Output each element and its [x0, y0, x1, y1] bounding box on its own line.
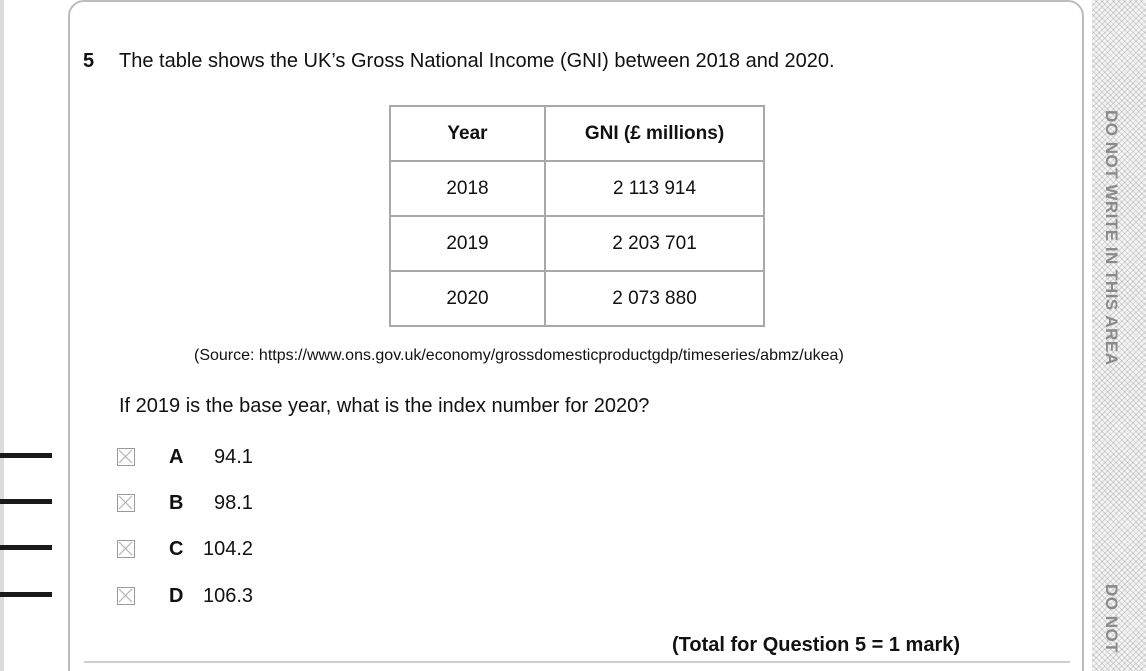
- option-letter: C: [169, 538, 184, 560]
- margin-mark: [0, 592, 52, 597]
- checkbox-icon[interactable]: [117, 540, 135, 558]
- do-not-write-label: DO NOT WRITE IN THIS AREA: [1102, 110, 1121, 366]
- checkbox-icon[interactable]: [117, 494, 135, 512]
- margin-mark: [0, 499, 52, 504]
- bottom-divider: [84, 661, 1070, 663]
- option-letter: A: [169, 446, 184, 468]
- margin-mark: [0, 453, 52, 458]
- option-letter: D: [169, 585, 184, 607]
- table-cell-year: 2020: [390, 271, 545, 326]
- table-row: [390, 216, 764, 271]
- question-prompt: If 2019 is the base year, what is the index number for 2020?: [119, 395, 650, 417]
- checkbox-icon[interactable]: [117, 587, 135, 605]
- question-stem: The table shows the UK’s Gross National Income (GNI) between 2018 and 2020.: [119, 50, 835, 72]
- table-header-year: Year: [390, 106, 545, 161]
- table-cell-gni: 2 203 701: [545, 216, 764, 271]
- table-cell-gni: 2 073 880: [545, 271, 764, 326]
- table-cell-year: 2018: [390, 161, 545, 216]
- table-source: (Source: https://www.ons.gov.uk/economy/grossdomesticproductgdp/timeseries/abmz/ukea): [194, 347, 844, 364]
- table-row: [390, 271, 764, 326]
- option-value: 94.1: [214, 446, 253, 468]
- question-number: 5: [83, 50, 95, 72]
- table-cell-gni: 2 113 914: [545, 161, 764, 216]
- gni-table: [389, 105, 765, 327]
- option-value: 106.3: [203, 585, 254, 607]
- margin-mark: [0, 545, 52, 550]
- table-cell-year: 2019: [390, 216, 545, 271]
- option-value: 104.2: [203, 538, 254, 560]
- table-header-gni: GNI (£ millions): [545, 106, 764, 161]
- answer-frame: [68, 0, 1084, 671]
- do-not-write-label-partial: DO NOT: [1102, 584, 1121, 654]
- question-total-marks: (Total for Question 5 = 1 mark): [672, 634, 961, 656]
- table-header-row: [390, 106, 764, 161]
- option-letter: B: [169, 492, 184, 514]
- option-value: 98.1: [214, 492, 253, 514]
- table-row: [390, 161, 764, 216]
- checkbox-icon[interactable]: [117, 448, 135, 466]
- page-edge: [0, 0, 4, 671]
